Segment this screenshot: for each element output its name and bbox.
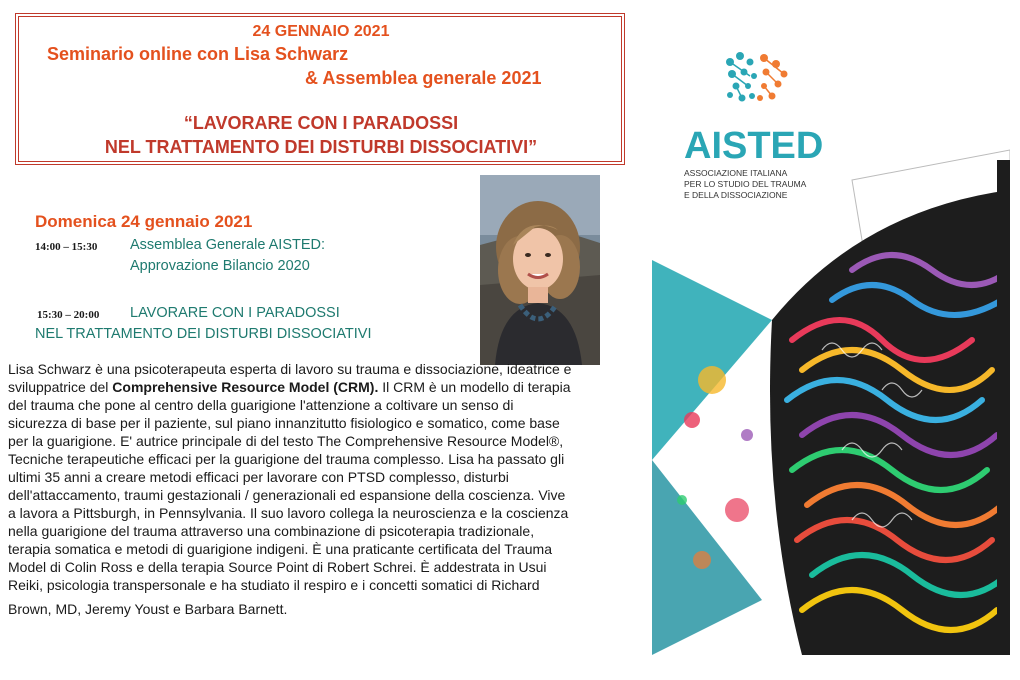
bio-text-1: Lisa Schwarz è una psicoterapeuta esperta di lavoro su trauma e dissociazione, ideatrice e sviluppatrice del	[8, 361, 572, 395]
bio-last-line: Brown, MD, Jeremy Youst e Barbara Barnett.	[8, 601, 288, 617]
bio-bold: Comprehensive Resource Model (CRM).	[112, 379, 379, 395]
slot1-title-line2: Approvazione Bilancio 2020	[130, 258, 310, 274]
logo-sub3: E DELLA DISSOCIAZIONE	[684, 190, 788, 200]
slot2-title-line2: NEL TRATTAMENTO DEI DISTURBI DISSOCIATIVI	[35, 326, 372, 342]
logo-sub1: ASSOCIAZIONE ITALIANA	[684, 168, 788, 178]
bio-paragraph	[8, 360, 576, 594]
brain-logo-icon	[726, 52, 788, 102]
slot1-title-line1: Assemblea Generale AISTED:	[130, 237, 326, 253]
event-title-line2: NEL TRATTAMENTO DEI DISTURBI DISSOCIATIVI”	[104, 137, 538, 157]
slot2-time: 15:30 – 20:00	[37, 309, 100, 321]
speaker-bio	[8, 360, 576, 618]
schedule-day: Domenica 24 gennaio 2021	[35, 212, 253, 231]
logo-sub2: PER LO STUDIO DEL TRAUMA	[684, 179, 807, 189]
speaker-photo	[480, 175, 600, 365]
seminar-title: Seminario online con Lisa Schwarz	[47, 44, 349, 64]
right-panel	[652, 40, 1010, 655]
header-box	[15, 13, 625, 165]
assembly-title: & Assemblea generale 2021	[305, 68, 542, 88]
event-title-line1: “LAVORARE CON I PARADOSSI	[183, 113, 459, 133]
slot1-time: 14:00 – 15:30	[35, 241, 98, 253]
logo-name: AISTED	[684, 125, 824, 167]
slot2-title-line1: LAVORARE CON I PARADOSSI	[130, 305, 340, 321]
event-date: 24 GENNAIO 2021	[252, 23, 390, 40]
aisted-artwork	[652, 40, 1010, 655]
bio-text-2: Il CRM è un modello di terapia del trauma che pone al centro della guarigione l'attenzione a coltivare un senso di sicurezza di base per il paziente, sul piano innanzitutto fisiologico e somatico, come base per la guarigione. E' autrice principale di del testo The Comprehensive Resource Model®, Tecniche terapeutiche efficaci per la guarigione del trauma complesso. Lisa ha passato gli ultimi 35 anni a creare metodi efficaci per lavorare con PTSD complesso, disturbi dell'attaccamento, traumi gestazionali / generazionali ed espansione della coscienza. Vive a lavora a Pittsburgh, in Pennsylvania. Il suo lavoro collega la neuroscienza e la coscienza nella guarigione del trauma attraverso una combinazione di psicoterapia tradizionale, terapia somatica e metodi di guarigione indigeni. È una praticante certificata del Trauma Model di Colin Ross e della terapia Source Point di Robert Schrei. È addestrata in Usui Reiki, psicologia transpersonale e ha studiato il respiro e i concetti somatici di Richard	[8, 379, 571, 593]
